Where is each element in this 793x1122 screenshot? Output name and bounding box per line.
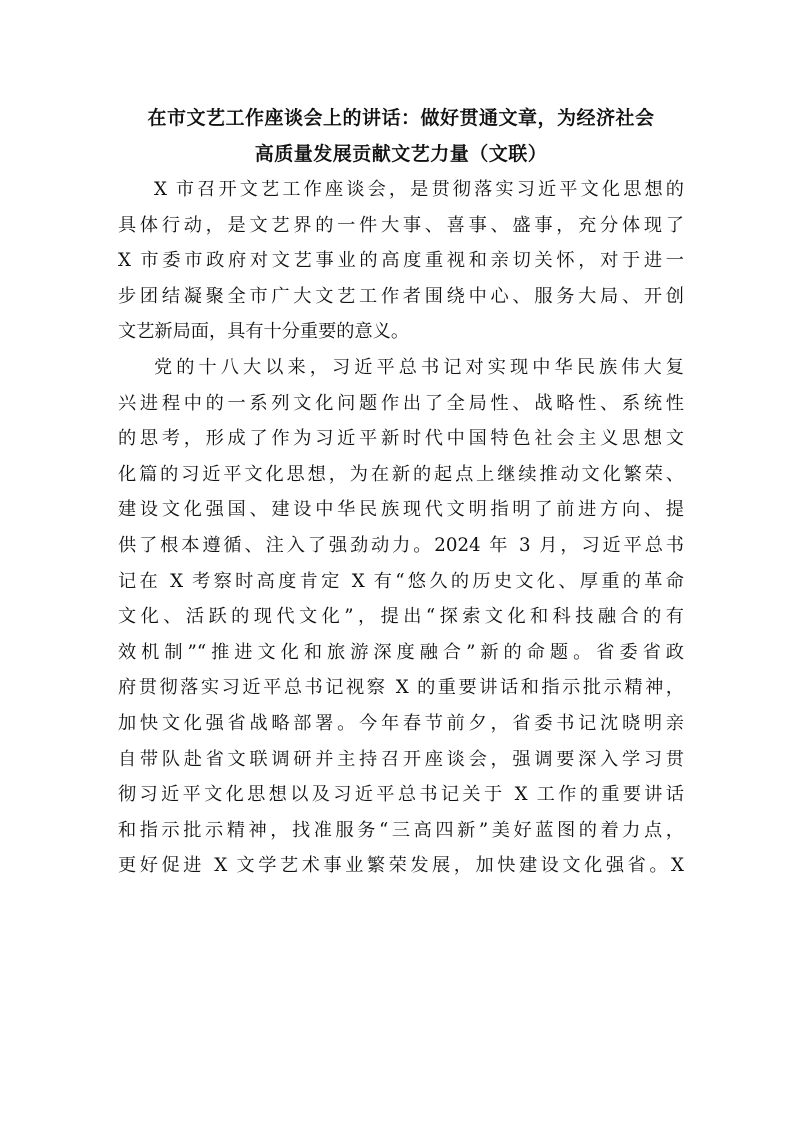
paragraph-line: 更好促进 X 文学艺术事业繁荣发展，加快建设文化强省。X [118, 855, 684, 877]
paragraph-line: 加快文化强省战略部署。今年春节前夕，省委书记沈晓明亲 [118, 712, 684, 734]
paragraph-line: 自带队赴省文联调研并主持召开座谈会，强调要深入学习贯 [118, 748, 684, 770]
title-line-2: 高质量发展贡献文艺力量（文联） [254, 143, 548, 165]
paragraph-1 [118, 172, 684, 350]
paragraph-line: 步团结凝聚全市广大文艺工作者围绕中心、服务大局、开创 [118, 285, 684, 307]
paragraph-line: 文化、活跃的现代文化”，提出“探索文化和科技融合的有 [118, 606, 684, 628]
paragraph-line: 记在 X 考察时高度肯定 X 有“悠久的历史文化、厚重的革命 [118, 570, 684, 592]
paragraph-line: 具体行动，是文艺界的一件大事、喜事、盛事，充分体现了 [118, 214, 684, 236]
paragraph-line: 建设文化强国、建设中华民族现代文明指明了前进方向、提 [118, 499, 684, 521]
paragraph-line: 效机制”“推进文化和旅游深度融合”新的命题。省委省政 [118, 641, 684, 663]
paragraph-line: X 市召开文艺工作座谈会，是贯彻落实习近平文化思想的 [154, 179, 684, 200]
paragraph-line: 的思考，形成了作为习近平新时代中国特色社会主义思想文 [118, 428, 684, 450]
document-content [118, 100, 684, 884]
paragraph-line: 文艺新局面，具有十分重要的意义。 [118, 321, 410, 343]
title-line-1: 在市文艺工作座谈会上的讲话：做好贯通文章，为经济社会 [147, 107, 655, 129]
paragraph-line: 兴进程中的一系列文化问题作出了全局性、战略性、系统性 [118, 392, 684, 414]
document-title [118, 100, 684, 172]
paragraph-line: X 市委市政府对文艺事业的高度重视和亲切关怀，对于进一 [118, 250, 684, 272]
paragraph-line: 供了根本遵循、注入了强劲动力。2024 年 3 月，习近平总书 [118, 534, 684, 556]
paragraph-line: 彻习近平文化思想以及习近平总书记关于 X 工作的重要讲话 [118, 784, 684, 806]
paragraph-line: 府贯彻落实习近平总书记视察 X 的重要讲话和指示批示精神， [118, 677, 684, 699]
paragraph-line: 党的十八大以来，习近平总书记对实现中华民族伟大复 [154, 356, 684, 378]
paragraph-2 [118, 350, 684, 884]
paragraph-line: 和指示批示精神，找准服务“三高四新”美好蓝图的着力点， [118, 819, 684, 841]
paragraph-line: 化篇的习近平文化思想，为在新的起点上继续推动文化繁荣、 [118, 463, 684, 485]
